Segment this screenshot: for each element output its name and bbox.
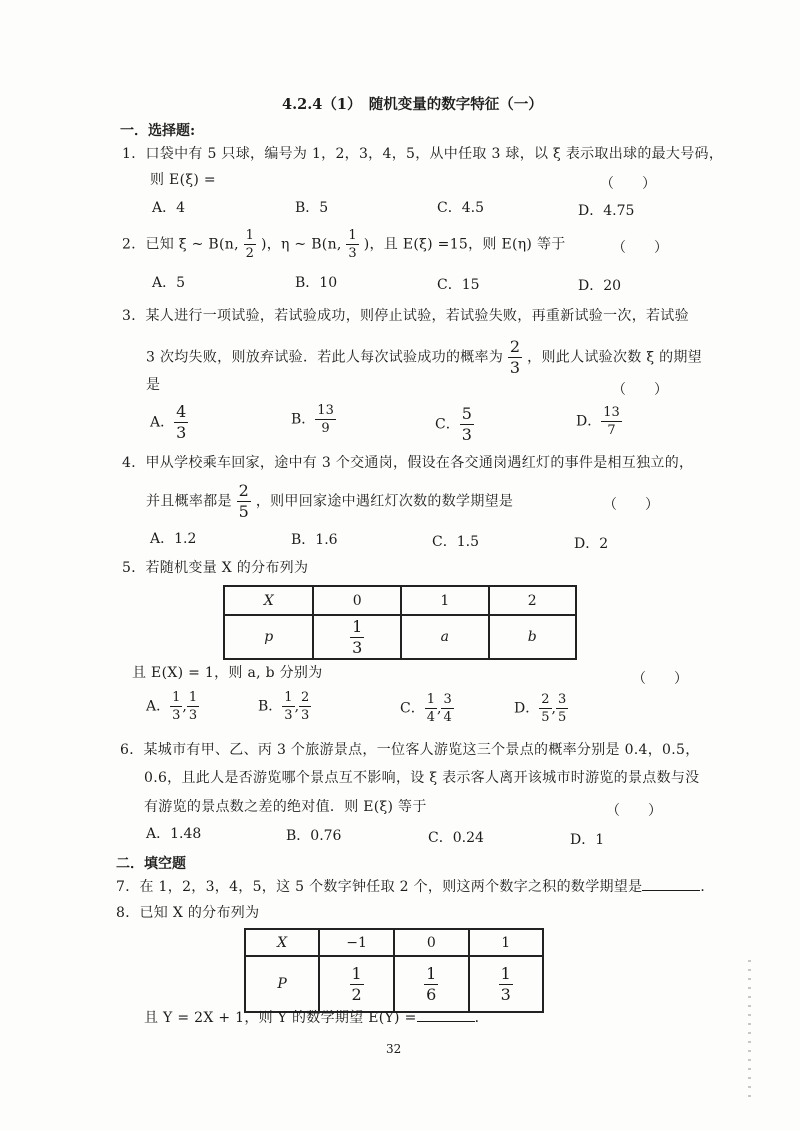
q4-fraction: $\frac{2}{5}$ [238,481,250,521]
q2-answer-paren: （ ） [612,240,668,256]
q8-stem-line1: 8．已知 X 的分布列为 [116,905,260,921]
q5-stem-line2: 且 E(X) = 1，则 a, b 分别为 [132,665,323,681]
q3-stem-line2-pre: 3 次均失败，则放弃试验．若此人每次试验成功的概率为 [146,349,504,366]
page-number: 32 [386,1042,402,1056]
q8-stem-end: ． [474,1010,489,1026]
q6-option-d: D．1 [570,832,605,848]
q5-option-d: D． $\frac{2}{5}$ , $\frac{3}{5}$ [514,692,567,725]
q2-fraction-1: $\frac{1}{2}$ [245,228,255,261]
q5-table-header-p: p [224,615,313,659]
q5-table-prob-0: $\frac{1}{3}$ [313,615,401,659]
q4-option-c: C．1.5 [432,534,479,550]
q5-option-a: A． $\frac{1}{3}$ , $\frac{1}{3}$ [146,690,198,723]
q8-table-value-1: 1 [469,929,544,956]
page-title: 4.2.4（1） 随机变量的数字特征（一） [282,96,543,113]
q4-option-a: A．1.2 [150,531,197,547]
q2-option-d: D．20 [578,278,622,294]
q6-answer-paren: （ ） [606,803,662,819]
q5-option-c: C． $\frac{1}{4}$ , $\frac{3}{4}$ [400,692,452,725]
q7-stem-end: ． [700,879,715,895]
q2-stem-pre: 2．已知 ξ ~ B(n, [122,236,239,253]
q5-table-value-2: 2 [489,586,577,615]
q3-fraction: $\frac{2}{3}$ [509,337,521,377]
q7-stem [116,876,715,896]
q2-option-c: C．15 [437,277,480,293]
q5-answer-paren: （ ） [632,671,688,687]
q5-option-b: B． $\frac{1}{3}$ , $\frac{2}{3}$ [258,690,310,723]
q8-table-value-0: 0 [394,929,468,956]
q3-answer-paren: （ ） [612,382,668,398]
q1-option-d: D．4.75 [578,203,635,219]
q1-stem-line1: 1．口袋中有 5 只球，编号为 1，2，3，4，5，从中任取 3 球，以 ξ 表示取出球的最大号码， [122,146,724,162]
q5-distribution-table [223,585,577,660]
q3-option-b: B． $\frac{13}{9}$ [291,403,334,436]
q6-option-c: C．0.24 [428,830,484,846]
q2-fraction-2: $\frac{1}{3}$ [348,228,357,261]
q4-option-d: D．2 [574,536,609,552]
q3-stem-line2 [146,339,702,376]
q5-table-value-0: 0 [313,586,401,615]
q1-option-b: B．5 [295,200,329,216]
q2-stem-post: )，且 E(ξ) =15，则 E(η) 等于 [363,236,566,253]
q4-stem-line2 [146,483,513,520]
q5-table-prob-1: a [401,615,488,659]
q8-table-prob-0: $\frac{1}{6}$ [394,956,468,1012]
q1-option-c: C．4.5 [437,200,484,216]
q5-stem-line1: 5．若随机变量 X 的分布列为 [122,560,309,576]
q4-answer-paren: （ ） [603,497,659,513]
q8-table-value-neg1: −1 [319,929,394,956]
q8-stem-line2 [144,1007,489,1027]
q7-answer-blank[interactable] [642,878,700,891]
q8-table-prob-neg1: $\frac{1}{2}$ [319,956,394,1012]
q8-table-header-x: X [245,929,319,956]
q4-option-b: B．1.6 [291,532,338,548]
q3-stem-line3: 是 [146,377,161,393]
q8-table-header-p: P [245,956,319,1012]
q1-option-a: A．4 [152,200,186,216]
scan-artifact [748,960,751,1100]
q6-stem-line1: 6．某城市有甲、乙、丙 3 个旅游景点，一位客人游览这三个景点的概率分别是 0.4，0.5， [120,742,700,758]
section-fill-heading: 二．填空题 [116,856,186,872]
q6-option-a: A．1.48 [146,826,202,842]
section-choice-heading: 一．选择题: [120,123,196,139]
q4-stem-line2-post: ，则甲回家途中遇红灯次数的数学期望是 [255,493,514,510]
q2-stem-mid: )，η ~ B(n, [260,236,342,253]
q1-stem-line2: 则 E(ξ) = [150,172,216,188]
q6-option-b: B．0.76 [286,828,342,844]
q6-stem-line2: 0.6，且此人是否游览哪个景点互不影响，设 ξ 表示客人离开该城市时游览的景点数与没 [144,770,700,786]
q4-stem-line2-pre: 并且概率都是 [146,493,232,510]
q5-table-prob-2: b [489,615,577,659]
q4-stem-line1: 4．甲从学校乘车回家，途中有 3 个交通岗，假设在各交通岗遇红灯的事件是相互独立的， [122,455,694,471]
q8-stem-text: 且 Y = 2X + 1，则 Y 的数学期望 E(Y) = [144,1010,417,1026]
q7-stem-text: 7．在 1，2，3，4，5，这 5 个数字钟任取 2 个，则这两个数字之积的数学期望是 [116,879,643,895]
q8-answer-blank[interactable] [417,1009,475,1022]
q8-table-prob-1: $\frac{1}{3}$ [469,956,544,1012]
q6-stem-line3: 有游览的景点数之差的绝对值．则 E(ξ) 等于 [144,799,427,815]
q5-table-header-x: X [224,586,313,615]
q2-option-b: B．10 [295,275,338,291]
q5-table-value-1: 1 [401,586,488,615]
q2-stem [122,229,566,260]
q3-option-d: D． $\frac{13}{7}$ [576,405,620,438]
q3-option-a: A． $\frac{4}{3}$ [150,402,187,442]
q8-distribution-table [244,928,544,1013]
q3-stem-line1: 3．某人进行一项试验，若试验成功，则停止试验，若试验失败，再重新试验一次，若试验 [122,308,689,324]
q3-stem-line2-post: ，则此人试验次数 ξ 的期望 [527,349,702,366]
q1-answer-paren: （ ） [600,176,656,192]
q2-option-a: A．5 [152,275,186,291]
q3-option-c: C． $\frac{5}{3}$ [435,404,472,444]
